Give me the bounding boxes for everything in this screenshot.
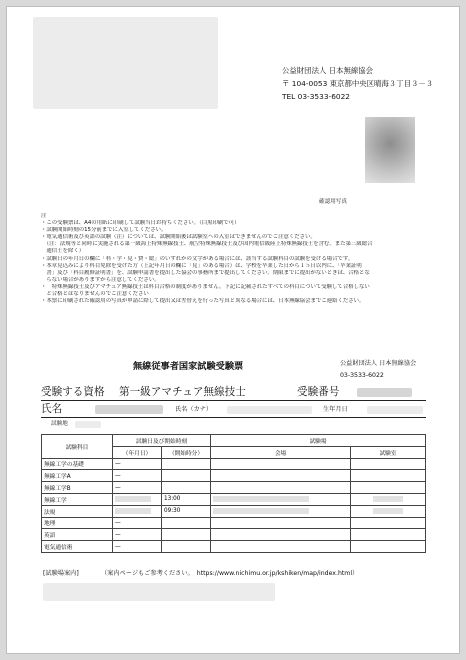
birth-label: 生年月日 [323, 406, 348, 413]
row-time: 09:30 [162, 505, 211, 517]
row-venue [211, 505, 351, 517]
note-line: ・電気通信術及び英語の試験（注）については、試験開始後は試験室への入室はできませんのでご注意ください。 [41, 234, 316, 241]
underline-qualification [41, 400, 426, 401]
header-datetime: 試験日及び開始時刻 [113, 435, 211, 447]
redacted-date [115, 508, 151, 514]
note-line: らない場合がありますから注意してください。 [41, 276, 160, 283]
row-time [162, 541, 211, 553]
redacted-venue [213, 508, 309, 514]
redacted-birth [367, 406, 423, 414]
row-room [351, 493, 426, 505]
row-time [162, 517, 211, 529]
row-date: — [113, 529, 162, 541]
row-subject: 無線工学A [42, 470, 113, 482]
qualification-value: 第一級アマチュア無線技士 [119, 386, 246, 398]
note-line: 書」及び「科目履修証明書」を、試験申請書を提出した協会の事務所まで提出してください。期限までに提出がないときは、合格とな [41, 269, 370, 276]
header-venue: 会場 [211, 446, 351, 458]
ticket-title: 無線従事者国家試験受験票 [133, 361, 244, 372]
row-date: — [113, 517, 162, 529]
header-date: （年月日） [113, 446, 162, 458]
row-room [351, 517, 426, 529]
row-date: — [113, 470, 162, 482]
redacted-name [95, 405, 163, 414]
row-subject: 無線工学B [42, 482, 113, 494]
exam-number-label: 受験番号 [297, 386, 340, 398]
sender-org: 公益財団法人 日本無線協会 [282, 66, 374, 75]
row-room [351, 482, 426, 494]
row-time [162, 529, 211, 541]
row-subject: 無線工学 [42, 493, 113, 505]
note-line: ・試験日の年月日の欄に「科・学・見・費・総」のいずれかの文字がある場合には、該当する試験科目の試験を受ける場合です。 [41, 255, 354, 262]
row-venue [211, 541, 351, 553]
row-venue [211, 458, 351, 470]
note-line: 注 [41, 213, 47, 219]
redacted-date [115, 496, 151, 502]
underline-name [41, 417, 426, 418]
note-line: ・試験開始時刻の15分前までに入室してください。 [41, 227, 167, 234]
guide-text: （案内ページもご参考ください。 https://www.nichimu.or.jp/kshiken/map/index.html） [101, 570, 359, 577]
row-venue [211, 517, 351, 529]
row-room [351, 505, 426, 517]
redacted-guide-address [43, 583, 275, 601]
row-venue [211, 493, 351, 505]
site-label: 試験地 [51, 421, 68, 427]
sender-tel: TEL 03-3533-6022 [282, 92, 351, 101]
row-subject: 地理 [42, 517, 113, 529]
note-line: （注：法規等と同時に実施される第一級海上特殊無線技士、航空特殊無線技士及び国内電信級陸上特殊無線技士を含む。また第三級総合 [41, 241, 373, 248]
row-time [162, 482, 211, 494]
table-row [42, 493, 426, 505]
kana-label: 氏名（カナ） [175, 406, 213, 413]
row-time [162, 470, 211, 482]
redacted-recipient-block [33, 17, 218, 109]
ticket-issuer-tel: 03-3533-6022 [340, 372, 384, 379]
note-line: と合格とはなりませんのでご注意ください [41, 291, 149, 298]
exam-schedule-table [41, 434, 426, 553]
row-subject: 無線工学の基礎 [42, 458, 113, 470]
row-venue [211, 482, 351, 494]
redacted-room [373, 496, 403, 502]
row-time [162, 458, 211, 470]
qualification-label: 受験する資格 [41, 386, 105, 398]
redacted-venue [213, 496, 309, 502]
row-date [113, 505, 162, 517]
name-label: 氏名 [41, 403, 63, 415]
row-subject: 法規 [42, 505, 113, 517]
note-line: 通信士を除く） [41, 248, 85, 255]
row-time: 13:00 [162, 493, 211, 505]
row-room [351, 470, 426, 482]
header-place: 試験場 [211, 435, 426, 447]
redacted-kana [227, 406, 312, 414]
photo-caption: 確認用写真 [319, 199, 347, 205]
redacted-room [373, 508, 403, 514]
exam-ticket-page [6, 6, 460, 654]
row-venue [211, 529, 351, 541]
header-room: 試験室 [351, 446, 426, 458]
row-room [351, 529, 426, 541]
note-line: ・この受験票は、A4の用紙に印刷して試験当日お持ちください。（白黒印刷で可） [41, 220, 240, 227]
row-date: — [113, 458, 162, 470]
table-row [42, 505, 426, 517]
redacted-exam-number [357, 388, 412, 397]
row-date [113, 493, 162, 505]
note-line: ・本票に印刷された確認用の写真が申請に際して提出又は差替えを行った写真と異なる場合には、日本無線協会までご連絡ください。 [41, 298, 365, 305]
id-photo [365, 117, 415, 183]
row-date: — [113, 541, 162, 553]
table-row [42, 517, 426, 529]
sender-address: 〒 104-0053 東京都中央区晴海３丁目３－３ [282, 79, 434, 88]
table-row [42, 529, 426, 541]
redacted-site [75, 421, 101, 428]
guide-label: [試験場案内] [43, 570, 79, 577]
row-room [351, 541, 426, 553]
table-row [42, 458, 426, 470]
header-time: （開始時分） [162, 446, 211, 458]
table-row [42, 482, 426, 494]
row-room [351, 458, 426, 470]
table-row [42, 470, 426, 482]
note-line: ・本章見込みにより科目免除を受けた方（上記年月日の欄に「見」のある場合）は、学校を卒業した日から１５日以内に、「卒業証明 [41, 262, 362, 269]
table-row [42, 541, 426, 553]
note-line: ・ 特殊無線技士及びアマチュア無線技士は科目合格の制度がありません。下記に記載されたすべての科目について受験して合格しない [41, 283, 370, 290]
row-venue [211, 470, 351, 482]
row-subject: 英語 [42, 529, 113, 541]
notes-block [41, 213, 436, 305]
row-date: — [113, 482, 162, 494]
header-subject: 試験科目 [42, 435, 113, 459]
ticket-issuer: 公益財団法人 日本無線協会 [340, 360, 417, 367]
row-subject: 電気通信術 [42, 541, 113, 553]
